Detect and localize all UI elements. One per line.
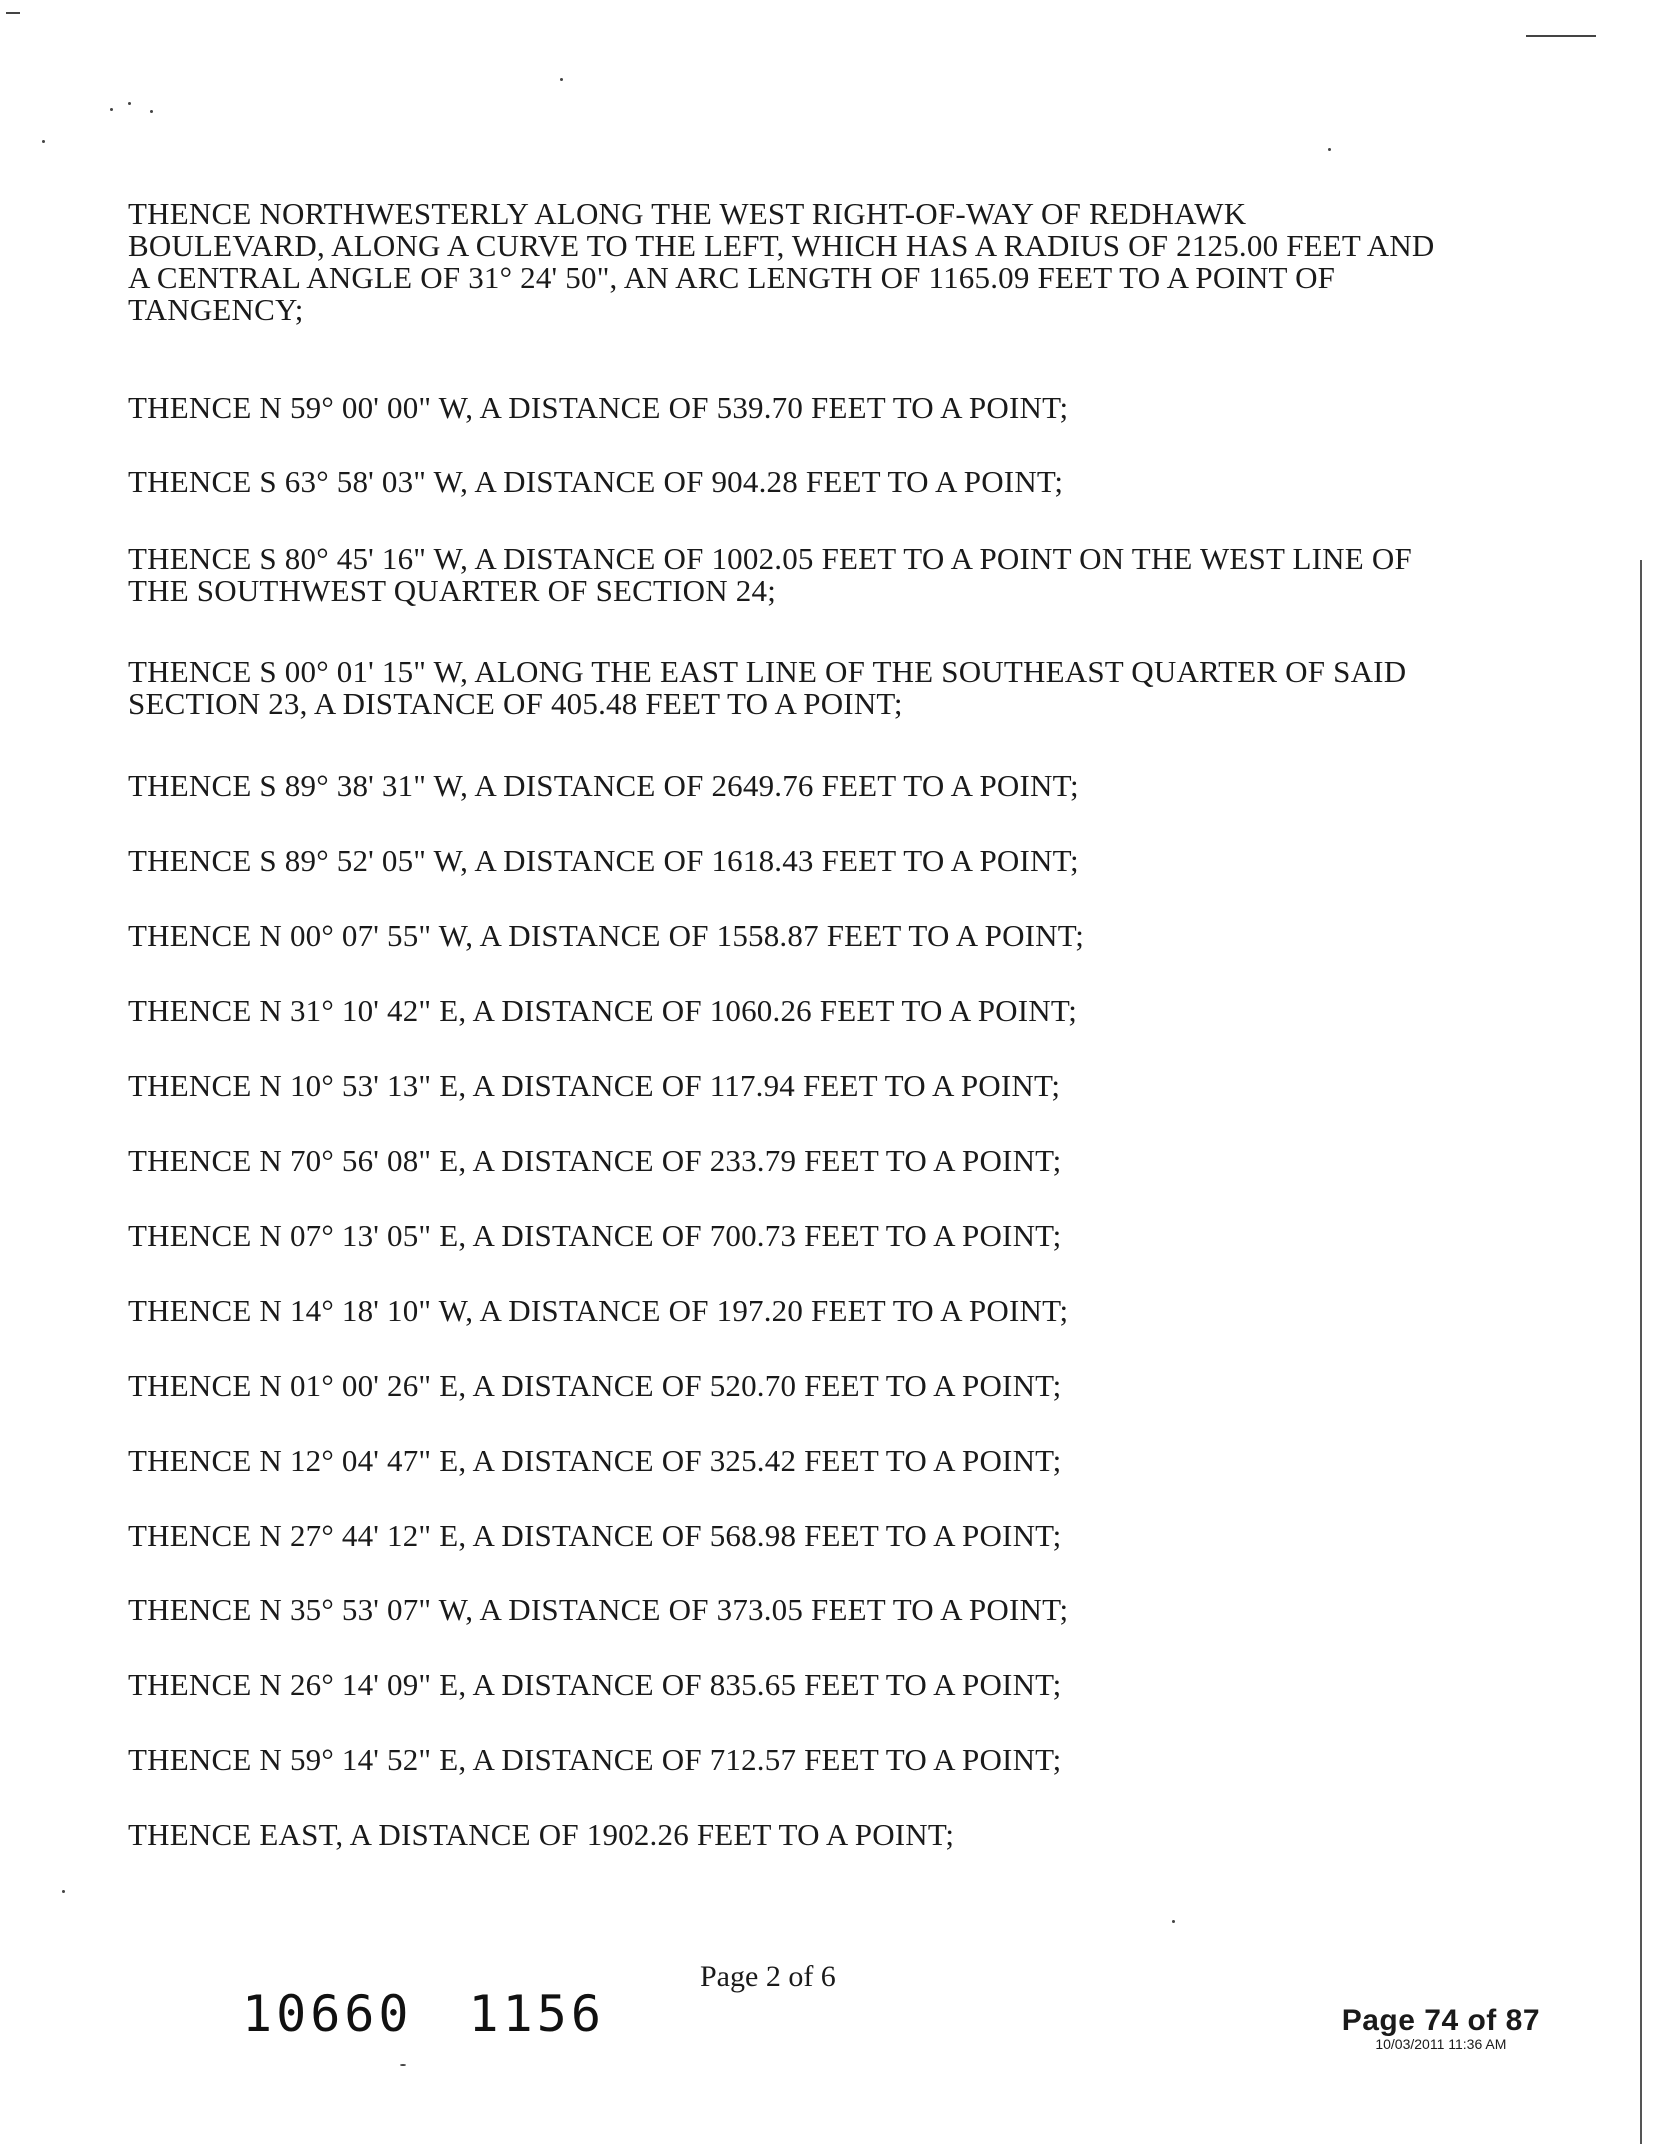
legal-paragraph-1 [128, 198, 1464, 326]
scan-speck [110, 108, 113, 111]
legal-paragraph-16 [128, 1520, 1464, 1552]
paragraph-line: THENCE S 89° 52' 05" W, A DISTANCE OF 1618.43 FEET TO A POINT; [128, 843, 1079, 878]
page-number: 1156 [468, 1985, 605, 2043]
paragraph-line: THENCE S 63° 58' 03" W, A DISTANCE OF 904.28 FEET TO A POINT; [128, 464, 1064, 499]
scan-speck [1172, 1920, 1175, 1923]
scan-speck [128, 102, 131, 105]
paragraph-line: BOULEVARD, ALONG A CURVE TO THE LEFT, WHICH HAS A RADIUS OF 2125.00 FEET AND [128, 228, 1435, 263]
scan-speck [560, 78, 563, 81]
paragraph-line: THENCE N 59° 14' 52" E, A DISTANCE OF 712.57 FEET TO A POINT; [128, 1742, 1062, 1777]
paragraph-line: THENCE N 01° 00' 26" E, A DISTANCE OF 520.70 FEET TO A POINT; [128, 1368, 1062, 1403]
legal-paragraph-19 [128, 1744, 1464, 1776]
paragraph-line: THENCE N 14° 18' 10" W, A DISTANCE OF 197.20 FEET TO A POINT; [128, 1293, 1069, 1328]
legal-paragraph-12 [128, 1220, 1464, 1252]
legal-paragraph-11 [128, 1145, 1464, 1177]
paragraph-line: A CENTRAL ANGLE OF 31° 24' 50", AN ARC LENGTH OF 1165.09 FEET TO A POINT OF [128, 260, 1336, 295]
legal-paragraph-10 [128, 1070, 1464, 1102]
scan-speck [62, 1890, 65, 1893]
scan-speck [150, 110, 153, 113]
paragraph-line: TANGENCY; [128, 292, 304, 327]
book-number: 10660 [242, 1985, 413, 2043]
scan-speck [42, 140, 45, 143]
paragraph-line: THENCE N 27° 44' 12" E, A DISTANCE OF 568.98 FEET TO A POINT; [128, 1518, 1062, 1553]
paragraph-line: THENCE N 26° 14' 09" E, A DISTANCE OF 835.65 FEET TO A POINT; [128, 1667, 1062, 1702]
paragraph-line: THENCE N 12° 04' 47" E, A DISTANCE OF 325.42 FEET TO A POINT; [128, 1443, 1062, 1478]
paragraph-line: THENCE N 59° 00' 00" W, A DISTANCE OF 539.70 FEET TO A POINT; [128, 390, 1069, 425]
book-page-stamp [242, 1985, 661, 2043]
paragraph-line: SECTION 23, A DISTANCE OF 405.48 FEET TO A POINT; [128, 686, 903, 721]
paragraph-line: THENCE N 00° 07' 55" W, A DISTANCE OF 1558.87 FEET TO A POINT; [128, 918, 1085, 953]
paragraph-line: THENCE N 31° 10' 42" E, A DISTANCE OF 1060.26 FEET TO A POINT; [128, 993, 1078, 1028]
legal-paragraph-2 [128, 392, 1464, 424]
legal-paragraph-18 [128, 1669, 1464, 1701]
legal-paragraph-9 [128, 995, 1464, 1027]
legal-paragraph-5 [128, 656, 1464, 720]
page-of-label: Page 2 of 6 [700, 1960, 836, 1993]
paragraph-line: THENCE S 89° 38' 31" W, A DISTANCE OF 2649.76 FEET TO A POINT; [128, 768, 1079, 803]
scan-speck [400, 2064, 406, 2066]
scan-rule-top-right [1526, 35, 1596, 37]
scan-edge-right [1640, 560, 1642, 2144]
paragraph-line: THENCE S 00° 01' 15" W, ALONG THE EAST LINE OF THE SOUTHEAST QUARTER OF SAID [128, 654, 1407, 689]
scan-mark-top-left [6, 12, 20, 14]
paragraph-line: THENCE N 10° 53' 13" E, A DISTANCE OF 117.94 FEET TO A POINT; [128, 1068, 1061, 1103]
recording-datetime: 10/03/2011 11:36 AM [1375, 2036, 1507, 2052]
paragraph-line: THENCE N 70° 56' 08" E, A DISTANCE OF 233.79 FEET TO A POINT; [128, 1143, 1062, 1178]
paragraph-line: THENCE EAST, A DISTANCE OF 1902.26 FEET TO A POINT; [128, 1817, 955, 1852]
paragraph-line: THENCE S 80° 45' 16" W, A DISTANCE OF 1002.05 FEET TO A POINT ON THE WEST LINE OF [128, 541, 1412, 576]
legal-paragraph-8 [128, 920, 1464, 952]
paragraph-line: THE SOUTHWEST QUARTER OF SECTION 24; [128, 573, 777, 608]
legal-paragraph-3 [128, 466, 1464, 498]
legal-paragraph-4 [128, 543, 1464, 607]
legal-paragraph-13 [128, 1295, 1464, 1327]
scan-speck [1328, 148, 1331, 151]
legal-paragraph-6 [128, 770, 1464, 802]
legal-paragraph-15 [128, 1445, 1464, 1477]
recording-stamp [1342, 2004, 1540, 2052]
legal-paragraph-7 [128, 845, 1464, 877]
recording-page-count: Page 74 of 87 [1341, 2004, 1540, 2037]
paragraph-line: THENCE NORTHWESTERLY ALONG THE WEST RIGHT-OF-WAY OF REDHAWK [128, 196, 1247, 231]
legal-paragraph-20 [128, 1819, 1464, 1851]
legal-paragraph-17 [128, 1594, 1464, 1626]
paragraph-line: THENCE N 07° 13' 05" E, A DISTANCE OF 700.73 FEET TO A POINT; [128, 1218, 1062, 1253]
legal-paragraph-14 [128, 1370, 1464, 1402]
paragraph-line: THENCE N 35° 53' 07" W, A DISTANCE OF 373.05 FEET TO A POINT; [128, 1592, 1069, 1627]
